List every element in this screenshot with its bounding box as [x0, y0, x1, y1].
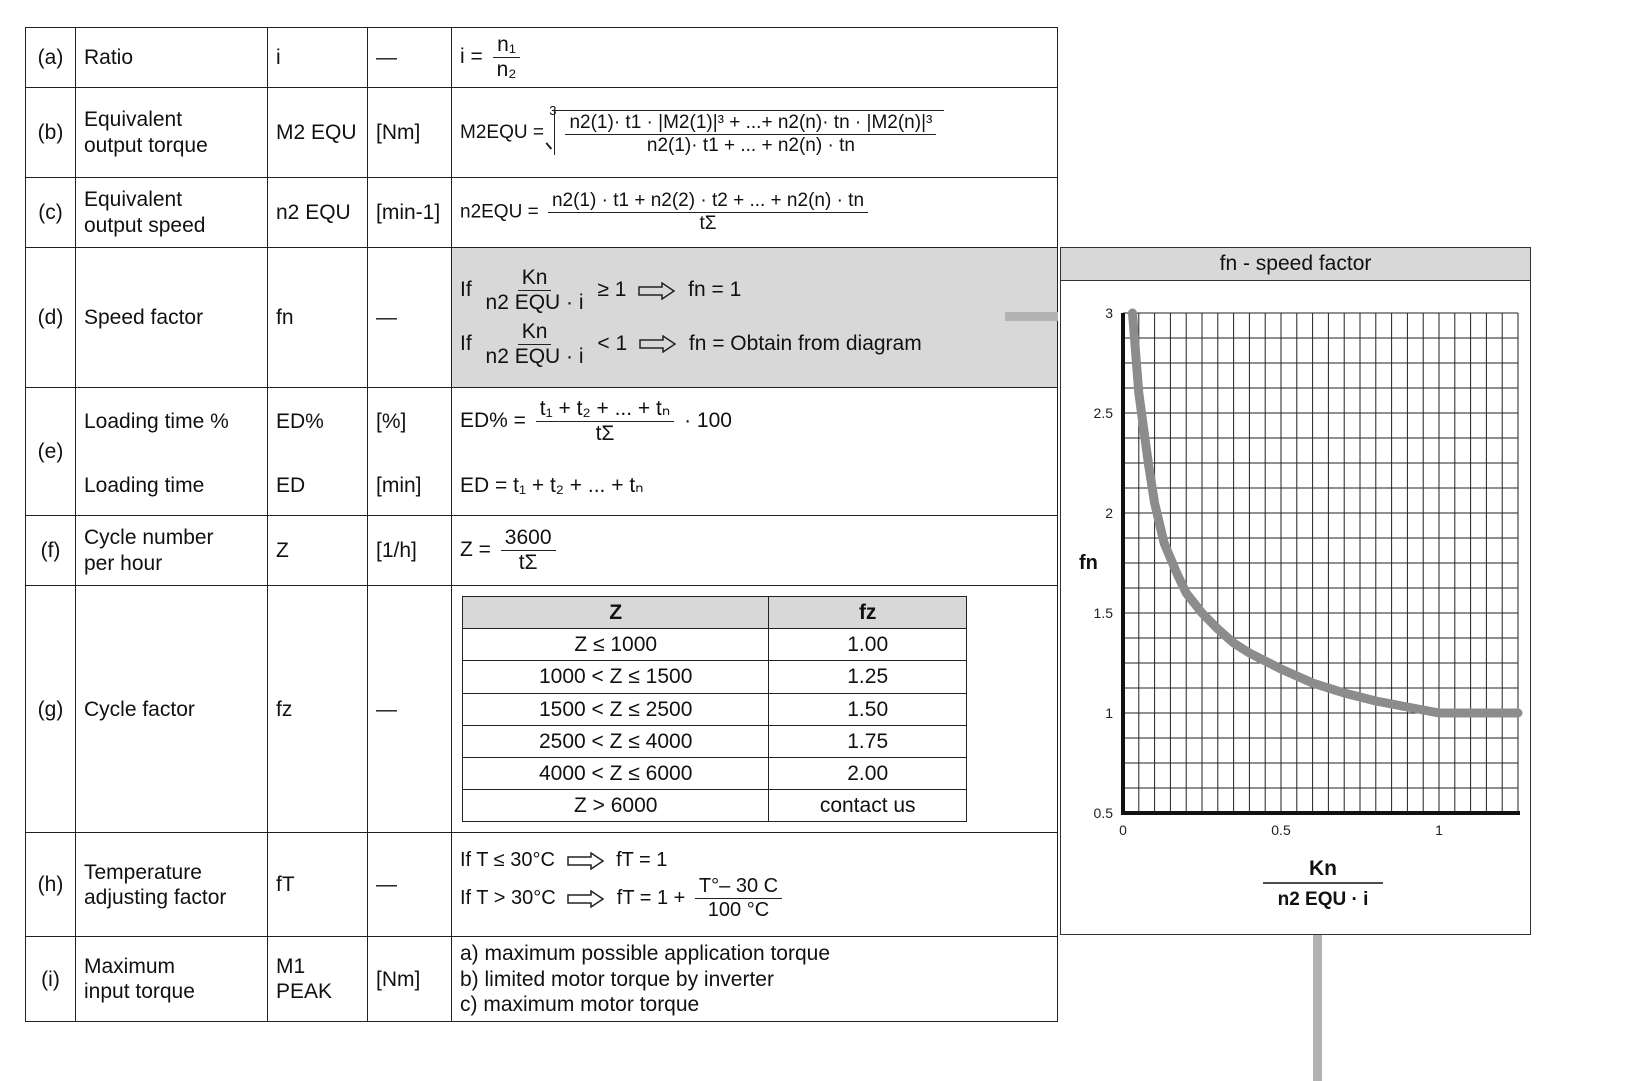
implies-arrow-icon	[567, 890, 605, 908]
fraction	[501, 527, 556, 574]
formula-lhs: ED% =	[460, 409, 526, 433]
table-cell: Z > 6000	[463, 790, 769, 822]
connector-horizontal	[1005, 312, 1058, 321]
list-item: a) maximum possible application torque	[460, 942, 831, 966]
table-cell: 1000 < Z ≤ 1500	[463, 661, 769, 693]
table-row	[463, 757, 967, 789]
if-text: If	[460, 331, 472, 355]
numerator: Kn	[518, 321, 552, 345]
formula-tail: · 100	[684, 409, 732, 433]
param-name: Loading time	[76, 456, 268, 516]
param-unit: [1/h]	[368, 516, 452, 586]
x-axis-label-numerator: Kn	[1309, 857, 1337, 880]
param-name-line1: Equivalent	[84, 188, 183, 212]
row-label: (b)	[26, 88, 76, 178]
result-text: fT = 1 +	[616, 887, 686, 910]
row-loading-time-percent	[26, 388, 1058, 456]
y-tick-label: 2	[1105, 505, 1113, 521]
fraction	[695, 876, 782, 921]
row-loading-time	[26, 456, 1058, 516]
fraction	[493, 34, 521, 81]
table-cell: 1.75	[769, 725, 967, 757]
temp-condition-1	[460, 848, 1049, 872]
table-cell: 2500 < Z ≤ 4000	[463, 725, 769, 757]
param-unit: —	[368, 833, 452, 937]
param-symbol: ED	[268, 456, 368, 516]
formula-loading-time: ED = t₁ + t₂ + ... + tₙ	[452, 456, 1058, 516]
table-cell: Z ≤ 1000	[463, 629, 769, 661]
param-symbol: ED%	[268, 388, 368, 456]
formula-torque	[452, 88, 1058, 178]
y-tick-label: 1	[1105, 705, 1113, 721]
row-label: (d)	[26, 248, 76, 388]
formula-lhs: i =	[460, 45, 483, 69]
fraction	[548, 191, 868, 234]
fraction	[565, 113, 936, 156]
implies-arrow-icon	[638, 282, 676, 300]
numerator: 3600	[501, 527, 556, 551]
param-name-line2: output torque	[84, 133, 208, 157]
y-tick-label: 3	[1105, 305, 1113, 321]
row-label: (c)	[26, 178, 76, 248]
param-name: Loading time %	[76, 388, 268, 456]
row-temperature-factor	[26, 833, 1058, 937]
numerator: T°– 30 C	[695, 876, 782, 899]
formula-table	[25, 27, 1058, 1022]
formula-lhs: Z =	[460, 538, 491, 562]
list-item: b) limited motor torque by inverter	[460, 967, 774, 991]
fraction	[536, 398, 674, 445]
param-unit: —	[368, 28, 452, 88]
formula-speed	[452, 178, 1058, 248]
row-max-input-torque	[26, 937, 1058, 1022]
fraction	[482, 267, 588, 314]
x-tick-label: 1	[1435, 822, 1443, 838]
denominator: tΣ	[595, 422, 615, 446]
speed-factor-chart-panel	[1060, 247, 1531, 935]
param-name: Cycle factor	[76, 586, 268, 833]
root-index: 3	[549, 102, 557, 118]
numerator: n2(1) · t1 + n2(2) · t2 + ... + n2(n) · tn	[548, 191, 868, 213]
x-tick-label: 0	[1119, 822, 1127, 838]
table-row	[463, 725, 967, 757]
param-symbol: n2 EQU	[268, 178, 368, 248]
formula-temperature	[452, 833, 1058, 937]
param-name-line1: Maximum	[84, 954, 176, 978]
param-symbol: fT	[268, 833, 368, 937]
table-cell: 1.50	[769, 693, 967, 725]
row-equivalent-torque	[26, 88, 1058, 178]
param-name-line1: Cycle number	[84, 526, 214, 550]
row-label: (i)	[26, 937, 76, 1022]
param-name-line1: Equivalent	[84, 108, 183, 132]
formula-speed-factor	[452, 248, 1058, 388]
row-cycle-number	[26, 516, 1058, 586]
table-cell: 1.00	[769, 629, 967, 661]
column-header-z: Z	[463, 597, 769, 629]
connector-vertical	[1313, 935, 1322, 1081]
denominator: n₂	[496, 58, 517, 81]
param-name	[76, 833, 268, 937]
table-header-row	[463, 597, 967, 629]
formula-loading-percent	[452, 388, 1058, 456]
y-tick-label: 1.5	[1093, 605, 1113, 621]
y-tick-label: 0.5	[1093, 805, 1113, 821]
param-symbol: M1 PEAK	[268, 937, 368, 1022]
param-symbol: M2 EQU	[268, 88, 368, 178]
param-unit: —	[368, 248, 452, 388]
denominator: n2(1)· t1 + ... + n2(n) · tn	[646, 134, 855, 156]
param-symbol: fn	[268, 248, 368, 388]
condition-1	[460, 267, 1049, 314]
param-symbol: fz	[268, 586, 368, 833]
param-name	[76, 516, 268, 586]
row-label: (g)	[26, 586, 76, 833]
param-name	[76, 937, 268, 1022]
param-unit: [min]	[368, 456, 452, 516]
formula-lhs: M2EQU =	[460, 121, 544, 143]
fraction	[482, 321, 588, 368]
result-text: fn = Obtain from diagram	[688, 331, 922, 355]
param-name-line2: adjusting factor	[84, 885, 227, 909]
implies-arrow-icon	[567, 852, 605, 870]
column-header-fz: fz	[769, 597, 967, 629]
param-name: Ratio	[76, 28, 268, 88]
cycle-factor-cell	[452, 586, 1058, 833]
table-cell: 1500 < Z ≤ 2500	[463, 693, 769, 725]
condition-text: < 1	[597, 331, 628, 355]
numerator: Kn	[518, 267, 552, 291]
numerator: n₁	[493, 34, 520, 58]
table-cell: 2.00	[769, 757, 967, 789]
param-name	[76, 178, 268, 248]
table-cell: 4000 < Z ≤ 6000	[463, 757, 769, 789]
implies-arrow-icon	[639, 335, 677, 353]
condition-text: ≥ 1	[597, 278, 627, 302]
denominator: n2 EQU · i	[485, 344, 584, 368]
if-text: If	[460, 278, 472, 302]
denominator: 100 °C	[707, 899, 770, 922]
param-name-line2: input torque	[84, 980, 195, 1004]
denominator: n2 EQU · i	[485, 291, 584, 315]
row-label: (e)	[26, 388, 76, 516]
param-name-line2: per hour	[84, 551, 163, 575]
if-text: If T ≤ 30°C	[460, 849, 555, 872]
param-unit: [min-1]	[368, 178, 452, 248]
cycle-factor-table	[462, 596, 967, 822]
param-unit: —	[368, 586, 452, 833]
row-label: (a)	[26, 28, 76, 88]
formula-ratio	[452, 28, 1058, 88]
chart-title: fn - speed factor	[1061, 248, 1530, 281]
table-row	[463, 790, 967, 822]
param-name	[76, 88, 268, 178]
result-text: fn = 1	[688, 278, 742, 302]
y-tick-label: 2.5	[1093, 405, 1113, 421]
row-label: (h)	[26, 833, 76, 937]
param-unit: [Nm]	[368, 937, 452, 1022]
table-row	[463, 661, 967, 693]
x-axis-label-denominator: n2 EQU · i	[1277, 889, 1369, 910]
row-label: (f)	[26, 516, 76, 586]
row-ratio	[26, 28, 1058, 88]
row-equivalent-speed	[26, 178, 1058, 248]
row-speed-factor	[26, 248, 1058, 388]
row-cycle-factor	[26, 586, 1058, 833]
denominator: tΣ	[699, 213, 717, 234]
table-row	[463, 693, 967, 725]
temp-condition-2	[460, 876, 1049, 921]
param-name: Speed factor	[76, 248, 268, 388]
formula-lhs: n2EQU =	[460, 201, 539, 223]
torque-source-list	[452, 937, 1058, 1022]
table-cell: 1.25	[769, 661, 967, 693]
result-text: fT = 1	[616, 849, 668, 872]
x-tick-label: 0.5	[1271, 822, 1291, 838]
param-symbol: Z	[268, 516, 368, 586]
speed-factor-chart	[1061, 282, 1530, 932]
cube-root	[549, 102, 944, 156]
param-symbol: i	[268, 28, 368, 88]
numerator: n2(1)· t1 · |M2(1)|³ + ...+ n2(n)· tn · |M2(n)|³	[565, 113, 936, 135]
formula-cycle-number	[452, 516, 1058, 586]
list-item: c) maximum motor torque	[460, 992, 700, 1016]
numerator: t₁ + t₂ + ... + tₙ	[536, 398, 674, 422]
if-text: If T > 30°C	[460, 887, 556, 910]
condition-2	[460, 321, 1049, 368]
param-name-line2: output speed	[84, 213, 206, 237]
param-unit: [%]	[368, 388, 452, 456]
table-cell: contact us	[769, 790, 967, 822]
table-row	[463, 629, 967, 661]
param-unit: [Nm]	[368, 88, 452, 178]
denominator: tΣ	[518, 551, 538, 574]
param-name-line1: Temperature	[84, 860, 202, 884]
y-axis-label: fn	[1079, 552, 1098, 574]
